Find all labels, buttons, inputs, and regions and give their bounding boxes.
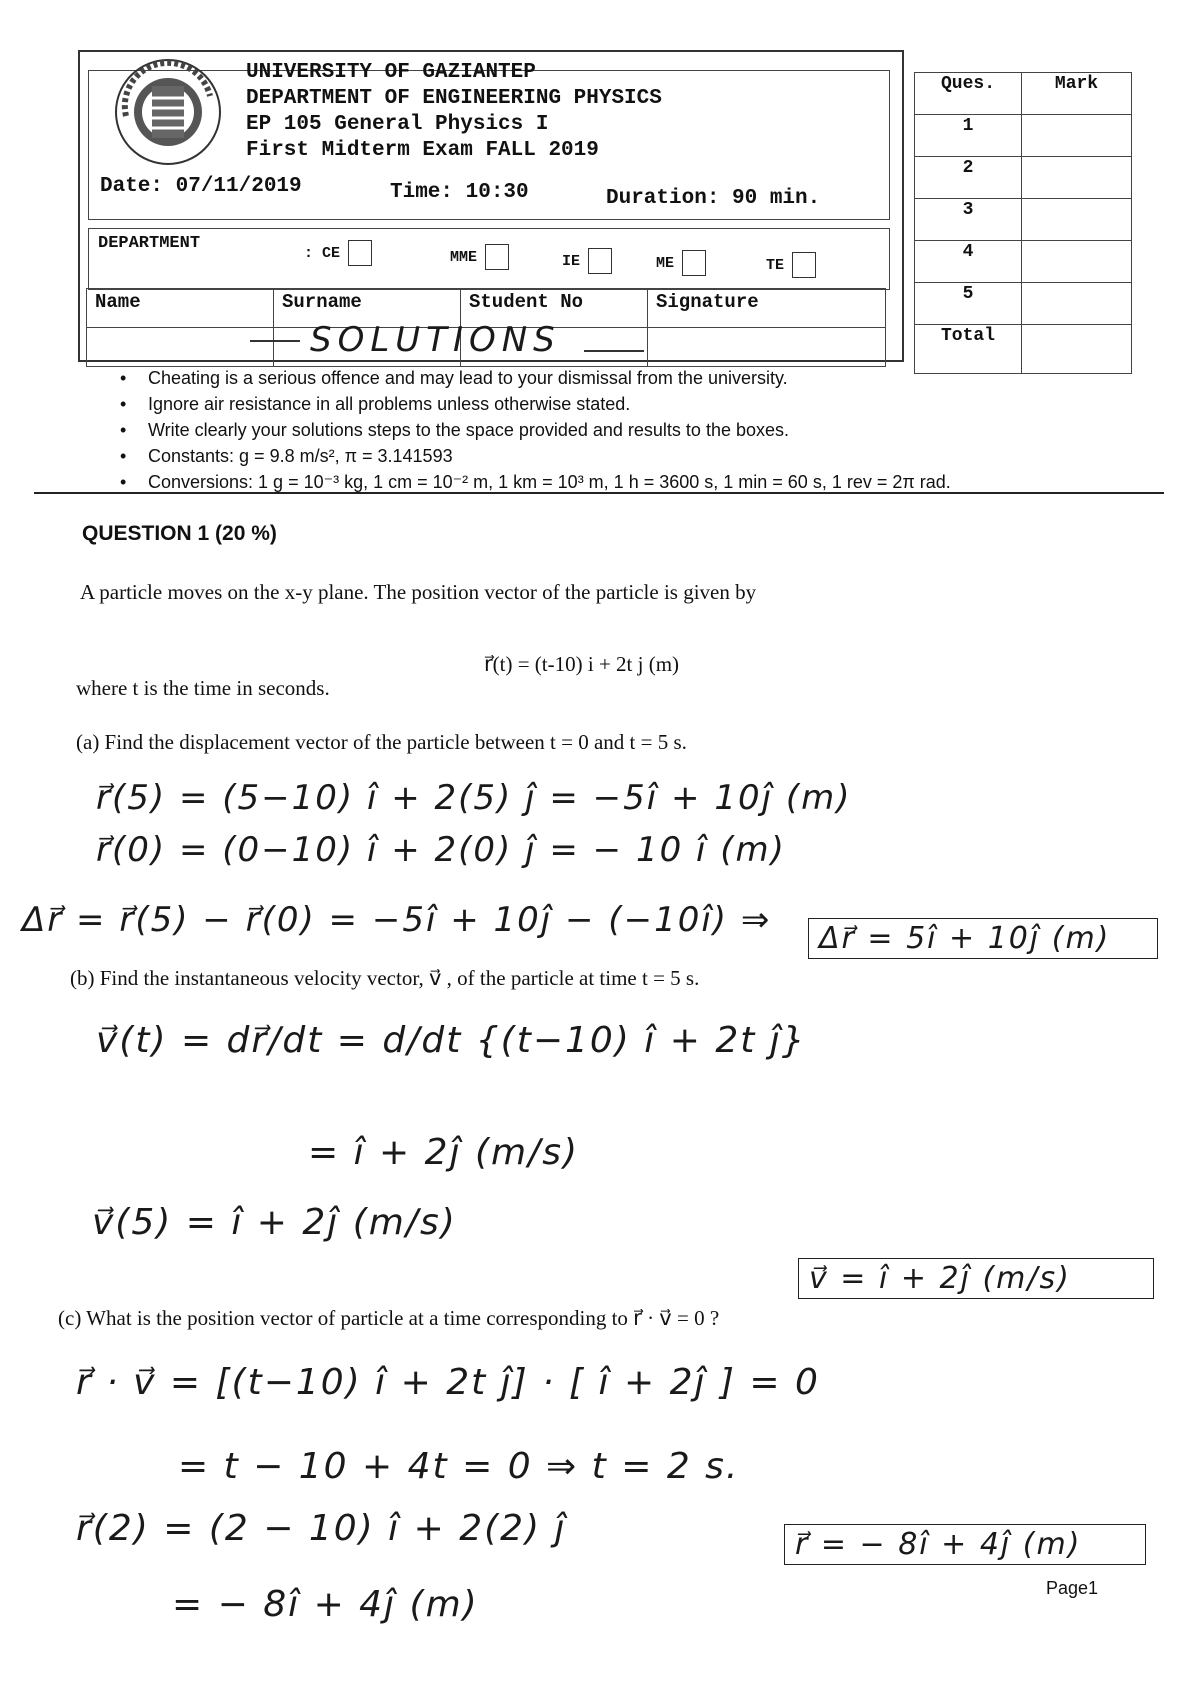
dept-option-me[interactable]: ME: [656, 250, 706, 276]
dept-option-mme[interactable]: MME: [450, 244, 509, 270]
part-c-prompt: (c) What is the position vector of particle at a time corresponding to r⃗ · v⃗ = 0 ?: [58, 1306, 720, 1330]
dash-right: [584, 350, 644, 352]
te-checkbox[interactable]: [792, 252, 816, 278]
department-label: DEPARTMENT: [98, 234, 201, 253]
dept-option-te[interactable]: TE: [766, 252, 816, 278]
page-number: Page1: [1046, 1578, 1099, 1598]
exam-time: Time: 10:30: [390, 181, 529, 204]
ques-number: 5: [915, 283, 1022, 325]
mark-cell[interactable]: [1022, 283, 1132, 325]
solution-a-line2: r⃗(0) = (0−10) î + 2(0) ĵ = − 10 î (m): [96, 830, 786, 870]
course-name: EP 105 General Physics I: [246, 113, 549, 136]
solution-c-line3: r⃗(2) = (2 − 10) î + 2(2) ĵ: [76, 1508, 567, 1549]
rule-item: • Cheating is a serious offence and may lead to your dismissal from the university.: [120, 368, 1100, 389]
dash-left: [250, 340, 300, 342]
solution-c-line1: r⃗ · v⃗ = [(t−10) î + 2t ĵ] · [ î + 2ĵ ] = 0: [76, 1362, 820, 1403]
solutions-handwriting: SOLUTIONS: [310, 320, 561, 360]
name-header: Name: [87, 289, 274, 328]
solution-b-line1: v⃗(t) = dr⃗/dt = d/dt {(t−10) î + 2t ĵ}: [96, 1020, 807, 1061]
marks-table: [914, 72, 1132, 374]
exam-name: First Midterm Exam FALL 2019: [246, 139, 599, 162]
part-a-prompt: (a) Find the displacement vector of the particle between t = 0 and t = 5 s.: [76, 730, 687, 754]
total-cell[interactable]: [1022, 325, 1132, 374]
rule-item: • Constants: g = 9.8 m/s², π = 3.141593: [120, 446, 1100, 467]
dept-option-ie[interactable]: IE: [562, 248, 612, 274]
ques-number: 3: [915, 199, 1022, 241]
part-b-prompt: (b) Find the instantaneous velocity vector, v⃗ , of the particle at time t = 5 s.: [70, 966, 700, 990]
university-seal-icon: [112, 56, 224, 168]
ques-number: 2: [915, 157, 1022, 199]
mark-cell[interactable]: [1022, 115, 1132, 157]
question-title: QUESTION 1 (20 %): [82, 522, 277, 545]
answer-box-a: Δr⃗ = 5î + 10ĵ (m): [808, 918, 1158, 959]
ques-header: Ques.: [915, 73, 1022, 115]
ce-checkbox[interactable]: [348, 240, 372, 266]
solution-b-line2: = î + 2ĵ (m/s): [308, 1132, 580, 1173]
solution-a-line3: Δr⃗ = r⃗(5) − r⃗(0) = −5î + 10ĵ − (−10î) ⇒: [22, 900, 772, 940]
mark-header: Mark: [1022, 73, 1132, 115]
student-no-header: Student No: [461, 289, 648, 328]
rule-item: • Conversions: 1 g = 10⁻³ kg, 1 cm = 10⁻² m, 1 km = 10³ m, 1 h = 3600 s, 1 min = 60 s, 1 rev = 2π rad.: [120, 472, 1100, 493]
answer-box-b: v⃗ = î + 2ĵ (m/s): [798, 1258, 1154, 1299]
surname-header: Surname: [274, 289, 461, 328]
exam-rules: [120, 368, 1100, 498]
solution-c-line4: = − 8î + 4ĵ (m): [172, 1584, 479, 1625]
dept-option-ce[interactable]: : CE: [304, 240, 372, 266]
me-checkbox[interactable]: [682, 250, 706, 276]
solution-b-line3: v⃗(5) = î + 2ĵ (m/s): [92, 1202, 457, 1243]
ques-number: 1: [915, 115, 1022, 157]
rule-item: • Write clearly your solutions steps to the space provided and results to the boxes.: [120, 420, 1100, 441]
solution-c-line2: = t − 10 + 4t = 0 ⇒ t = 2 s.: [178, 1446, 740, 1487]
exam-date: Date: 07/11/2019: [100, 175, 302, 198]
answer-box-c: r⃗ = − 8î + 4ĵ (m): [784, 1524, 1146, 1565]
exam-duration: Duration: 90 min.: [606, 187, 821, 210]
mme-checkbox[interactable]: [485, 244, 509, 270]
ie-checkbox[interactable]: [588, 248, 612, 274]
where-note: where t is the time in seconds.: [76, 676, 330, 700]
signature-header: Signature: [648, 289, 886, 328]
university-name: UNIVERSITY OF GAZIANTEP: [246, 61, 536, 84]
question-intro: A particle moves on the x-y plane. The position vector of the particle is given by: [80, 580, 757, 604]
total-label: Total: [915, 325, 1022, 374]
solution-a-line1: r⃗(5) = (5−10) î + 2(5) ĵ = −5î + 10ĵ (m): [96, 778, 852, 818]
rule-item: • Ignore air resistance in all problems unless otherwise stated.: [120, 394, 1100, 415]
signature-field[interactable]: [648, 328, 886, 367]
position-equation: r⃗(t) = (t-10) i + 2t j (m): [484, 652, 680, 676]
department-name: DEPARTMENT OF ENGINEERING PHYSICS: [246, 87, 662, 110]
mark-cell[interactable]: [1022, 241, 1132, 283]
mark-cell[interactable]: [1022, 157, 1132, 199]
ques-number: 4: [915, 241, 1022, 283]
mark-cell[interactable]: [1022, 199, 1132, 241]
name-field[interactable]: [87, 328, 274, 367]
section-divider: [34, 492, 1164, 494]
